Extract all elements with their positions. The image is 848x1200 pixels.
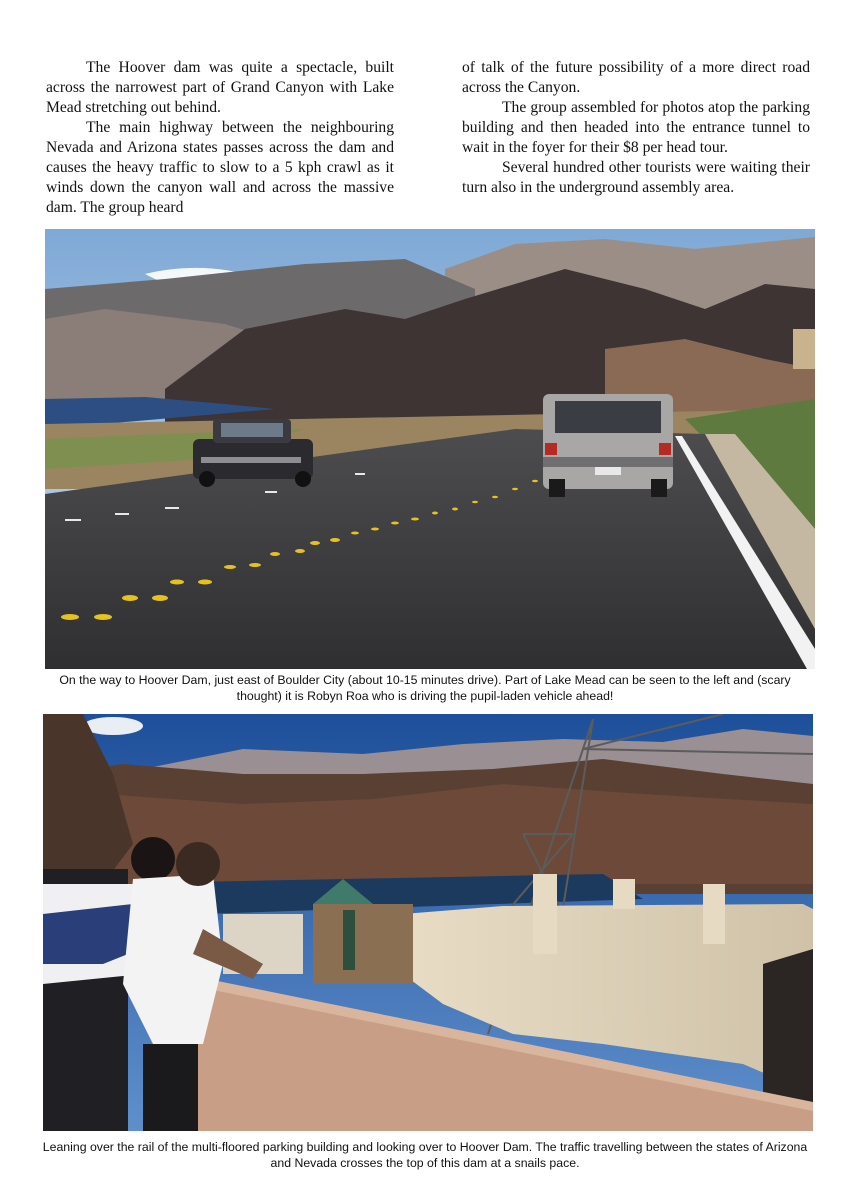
paragraph: of talk of the future possibility of a more direct road across the Canyon. bbox=[462, 59, 810, 96]
photo-caption: On the way to Hoover Dam, just east of Boulder City (about 10-15 minutes drive). Part of Lake Mead can be seen to the left and (scary thought) it is Robyn Roa who is driving the pupil-laden vehicle ahead! bbox=[59, 673, 791, 703]
paragraph: The group assembled for photos atop the parking building and then headed into the entrance tunnel to wait in the foyer for their $8 per head tour. bbox=[462, 99, 810, 156]
hoover-dam-photo bbox=[43, 714, 813, 1131]
paragraph: Several hundred other tourists were waiting their turn also in the underground assembly area. bbox=[462, 159, 810, 196]
article-right-column bbox=[462, 58, 810, 198]
paragraph: The Hoover dam was quite a spectacle, built across the narrowest part of Grand Canyon with Lake Mead stretching out behind. bbox=[46, 59, 394, 116]
highway-photo bbox=[45, 229, 815, 669]
paragraph: The main highway between the neighbouring Nevada and Arizona states passes across the dam and causes the heavy traffic to slow to a 5 kph crawl as it winds down the canyon wall and across the massive dam. The group heard bbox=[46, 119, 394, 216]
article-left-column bbox=[46, 58, 394, 218]
photo-caption: Leaning over the rail of the multi-floored parking building and looking over to Hoover Dam. The traffic travelling between the states of Arizona and Nevada crosses the top of this dam at a snails pace. bbox=[42, 1140, 808, 1170]
